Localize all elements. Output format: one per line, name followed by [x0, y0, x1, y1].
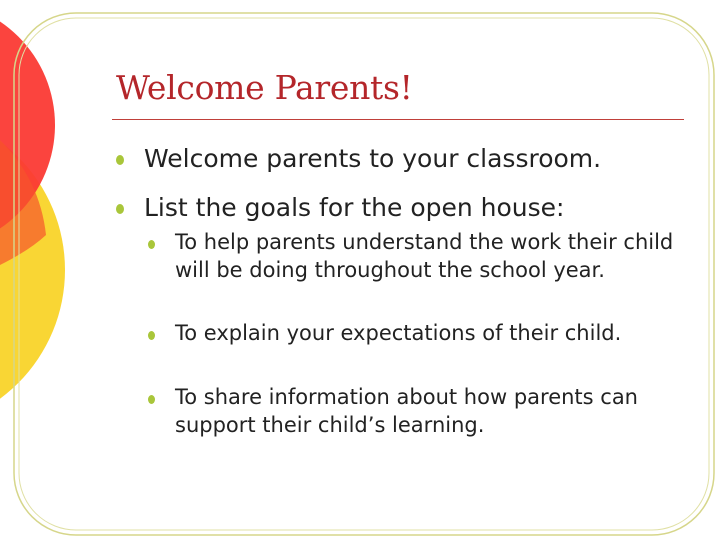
- sub-bullet-item: [175, 384, 675, 439]
- bullet-dot-icon: [148, 395, 155, 404]
- bullet-text: Welcome parents to your classroom.: [144, 144, 602, 173]
- sub-bullet-text: To share information about how parents can support their child’s learning.: [175, 385, 638, 437]
- bullet-item: [144, 190, 564, 226]
- sub-bullet-text: To help parents understand the work their child will be doing throughout the school year.: [175, 230, 674, 282]
- bullet-dot-icon: [148, 240, 155, 249]
- bullet-dot-icon: [116, 155, 124, 165]
- bullet-text: List the goals for the open house:: [144, 193, 565, 222]
- sub-bullet-text: To explain your expectations of their child.: [175, 321, 622, 345]
- bullet-dot-icon: [116, 204, 124, 214]
- slide-title: Welcome Parents!: [116, 68, 413, 107]
- bullet-item: [144, 141, 601, 177]
- sub-bullet-item: [175, 229, 675, 284]
- bullet-dot-icon: [148, 331, 155, 340]
- sub-bullet-item: [175, 320, 675, 348]
